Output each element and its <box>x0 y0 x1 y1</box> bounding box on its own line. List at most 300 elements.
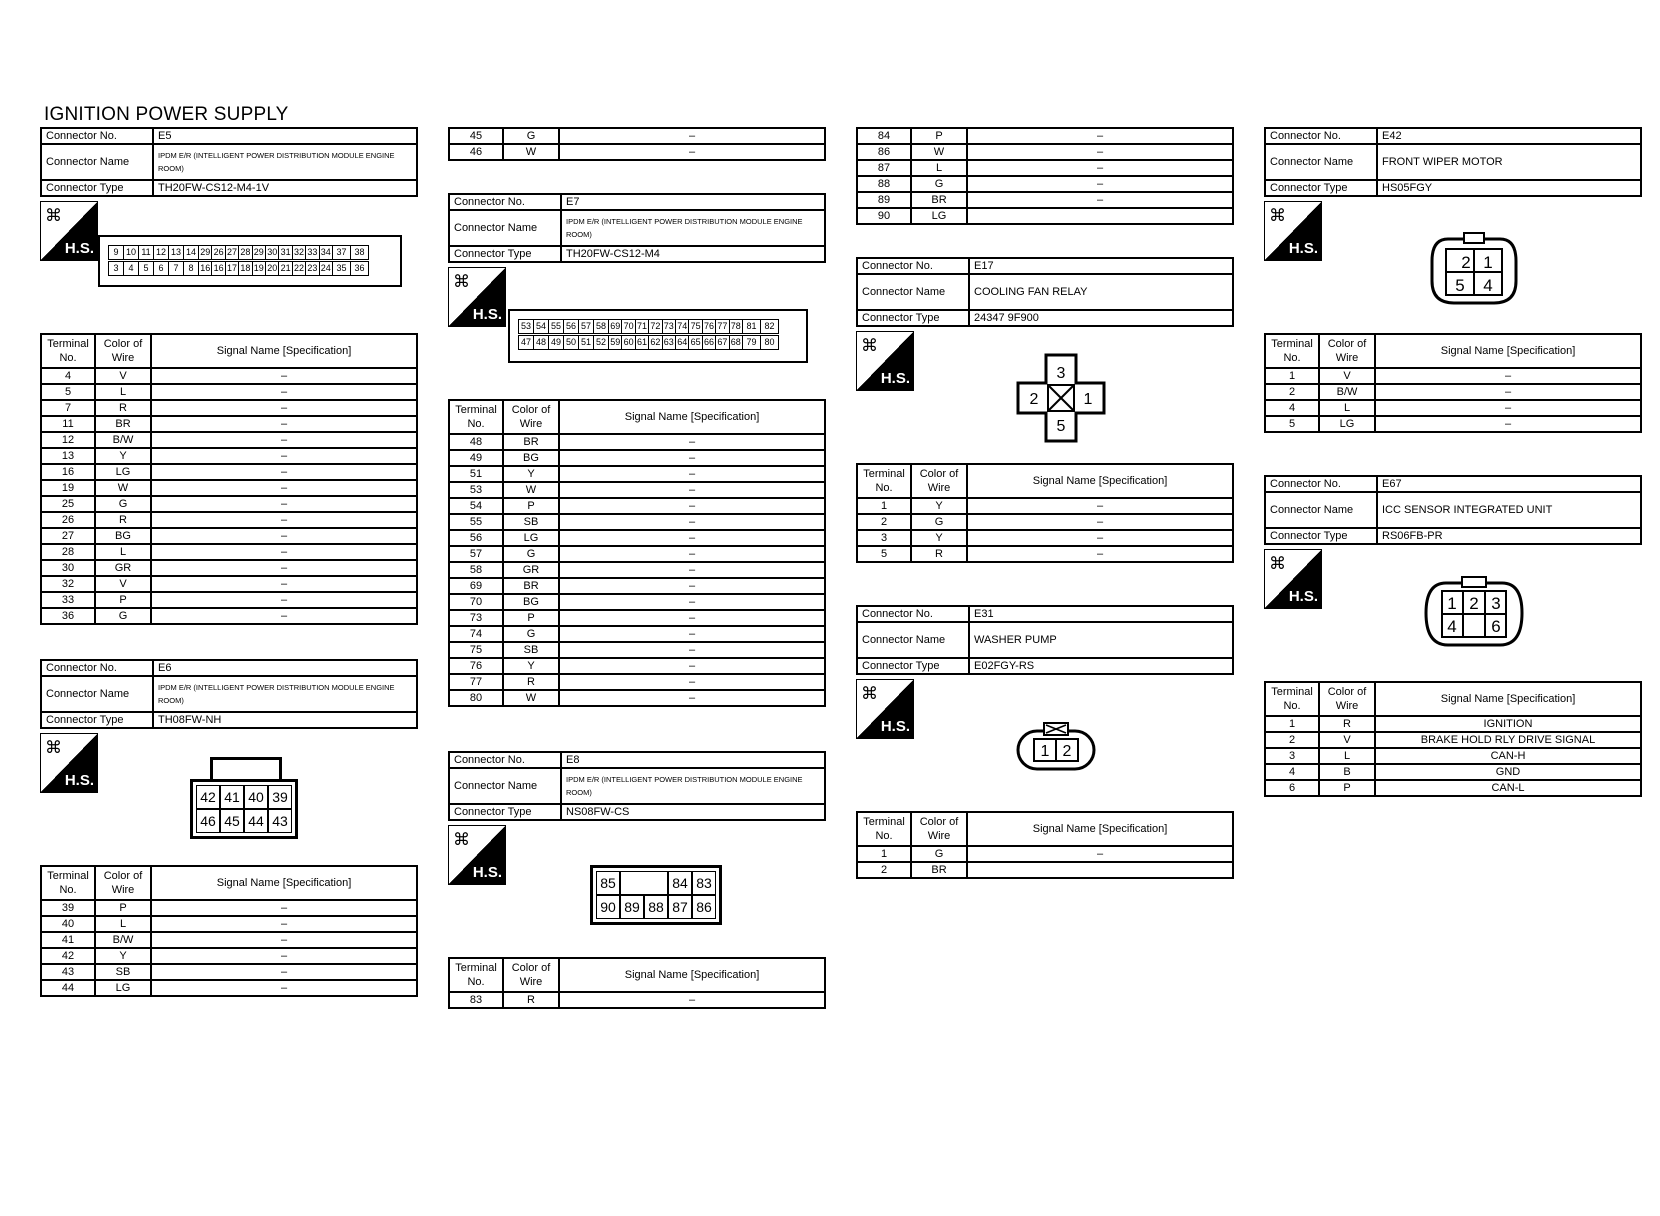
connector-type: RS06FB-PR <box>1377 528 1641 544</box>
cell-signal: – <box>559 642 825 658</box>
cell-terminal: 80 <box>449 690 503 706</box>
pin-label: 11 <box>138 245 154 260</box>
cell-color: Y <box>503 658 559 674</box>
cell-terminal: 2 <box>857 862 911 878</box>
cell-signal: – <box>559 610 825 626</box>
label: Connector Type <box>857 658 969 674</box>
cell-terminal: 26 <box>41 512 95 528</box>
connector-name: WASHER PUMP <box>969 622 1233 658</box>
table-row <box>1265 416 1641 432</box>
pin-label: 5 <box>138 261 154 276</box>
table-row <box>41 948 417 964</box>
cell-terminal: 86 <box>857 144 911 160</box>
pin-label: 3 <box>1491 594 1501 613</box>
pin-label: 70 <box>621 319 635 334</box>
connector-info-e42 <box>1264 127 1642 197</box>
pin-label: 59 <box>608 335 622 350</box>
cell-terminal: 44 <box>41 980 95 996</box>
cell-signal: – <box>151 384 417 400</box>
cell-color: R <box>503 992 559 1008</box>
page-title: IGNITION POWER SUPPLY <box>44 104 289 125</box>
cell-terminal: 75 <box>449 642 503 658</box>
connector-no: E8 <box>561 752 825 768</box>
table-row <box>1265 780 1641 796</box>
pin-label: 72 <box>648 319 662 334</box>
cell-color: P <box>503 498 559 514</box>
pin-label: 60 <box>621 335 635 350</box>
table-row <box>857 862 1233 878</box>
cell-color: R <box>911 546 967 562</box>
cell-terminal: 5 <box>1265 416 1319 432</box>
cell-signal: – <box>559 514 825 530</box>
header-signal: Signal Name [Specification] <box>1375 334 1641 368</box>
cell-terminal: 54 <box>449 498 503 514</box>
pin-label: 1 <box>1447 594 1457 613</box>
pin-label: 34 <box>319 245 333 260</box>
pin-label: 4 <box>1447 617 1457 636</box>
table-row <box>449 562 825 578</box>
cell-signal: – <box>559 128 825 144</box>
table-row <box>41 368 417 384</box>
connector-type: 24347 9F900 <box>969 310 1233 326</box>
header-terminal: Terminal No. <box>41 866 95 900</box>
cell-signal: – <box>151 528 417 544</box>
pin-label: 16 <box>211 261 225 276</box>
cell-color: R <box>95 400 151 416</box>
cell-color: Y <box>911 530 967 546</box>
cell-terminal: 36 <box>41 608 95 624</box>
header-signal: Signal Name [Specification] <box>967 812 1233 846</box>
cell-color: Y <box>503 466 559 482</box>
connector-face <box>190 757 298 841</box>
connector-face <box>590 865 722 923</box>
connector-diagram-e7 <box>448 263 826 399</box>
pin-label: 38 <box>350 245 369 260</box>
pin-label: 55 <box>548 319 564 334</box>
pin-label: 73 <box>662 319 676 334</box>
pin-label: 86 <box>692 895 716 919</box>
pin-label: 45 <box>220 809 244 833</box>
pin-label: 33 <box>305 245 319 260</box>
cell-signal: – <box>967 128 1233 144</box>
cell-terminal: 89 <box>857 192 911 208</box>
cell-color: P <box>95 900 151 916</box>
label: Connector No. <box>857 606 969 622</box>
cell-terminal: 1 <box>1265 368 1319 384</box>
cell-terminal: 1 <box>857 498 911 514</box>
table-row <box>449 674 825 690</box>
cell-signal: – <box>967 176 1233 192</box>
cell-color: G <box>95 608 151 624</box>
label: Connector Name <box>1265 144 1377 180</box>
cell-signal: – <box>151 932 417 948</box>
connector-no: E67 <box>1377 476 1641 492</box>
header-signal: Signal Name [Specification] <box>559 958 825 992</box>
connector-diagram-e5 <box>40 197 418 333</box>
pin-label: 24 <box>319 261 333 276</box>
connector-diagram-e42 <box>1264 197 1642 333</box>
cell-signal: – <box>559 594 825 610</box>
connector-info-e17 <box>856 257 1234 327</box>
terminal-table-e5 <box>40 333 418 625</box>
pin-label: 21 <box>278 261 292 276</box>
cell-terminal: 48 <box>449 434 503 450</box>
label: Connector No. <box>449 752 561 768</box>
terminal-table-e42 <box>1264 333 1642 433</box>
pin-label: 39 <box>268 785 292 809</box>
label: Connector No. <box>1265 476 1377 492</box>
cell-color: L <box>95 916 151 932</box>
pin-label: 37 <box>332 245 351 260</box>
cell-terminal: 84 <box>857 128 911 144</box>
cell-color: P <box>95 592 151 608</box>
cell-color: G <box>503 546 559 562</box>
cell-signal: – <box>151 400 417 416</box>
cell-color: G <box>503 626 559 642</box>
connector-diagram-e8 <box>448 821 826 957</box>
label: Connector Name <box>857 274 969 310</box>
connector-no: E7 <box>561 194 825 210</box>
header-color: Color of Wire <box>1319 682 1375 716</box>
label: Connector Type <box>1265 180 1377 196</box>
cell-signal: CAN-H <box>1375 748 1641 764</box>
pin-label: 54 <box>533 319 549 334</box>
table-row <box>41 900 417 916</box>
pin-label: 28 <box>238 245 252 260</box>
cell-color: SB <box>95 964 151 980</box>
header-signal: Signal Name [Specification] <box>1375 682 1641 716</box>
label: Connector Type <box>449 246 561 262</box>
cell-color: LG <box>95 464 151 480</box>
connector-no: E6 <box>153 660 417 676</box>
cell-terminal: 57 <box>449 546 503 562</box>
pin-label: 22 <box>292 261 306 276</box>
pin-label: 40 <box>244 785 268 809</box>
harness-side-icon: ⌘ H.S. <box>40 201 98 261</box>
pin-label: 10 <box>123 245 139 260</box>
connector-name: FRONT WIPER MOTOR <box>1377 144 1641 180</box>
label: Connector No. <box>857 258 969 274</box>
cell-signal: – <box>151 964 417 980</box>
header-signal: Signal Name [Specification] <box>151 334 417 368</box>
header-terminal: Terminal No. <box>449 958 503 992</box>
pin-label: 85 <box>596 871 620 895</box>
cell-signal: – <box>151 980 417 996</box>
pin-label: 36 <box>350 261 369 276</box>
table-row <box>857 846 1233 862</box>
cell-terminal: 83 <box>449 992 503 1008</box>
pin-label: 18 <box>238 261 252 276</box>
connector-face <box>1016 353 1106 443</box>
cell-signal: – <box>151 576 417 592</box>
cell-color: V <box>95 576 151 592</box>
cell-terminal: 41 <box>41 932 95 948</box>
cell-signal: – <box>151 948 417 964</box>
pin-label: 79 <box>742 335 761 350</box>
cell-terminal: 58 <box>449 562 503 578</box>
cell-terminal: 51 <box>449 466 503 482</box>
table-row <box>41 480 417 496</box>
pin-label: 41 <box>220 785 244 809</box>
cell-color: G <box>95 496 151 512</box>
cell-color: BR <box>503 578 559 594</box>
pin-label: 75 <box>688 319 702 334</box>
cell-color: L <box>95 544 151 560</box>
connector-type: NS08FW-CS <box>561 804 825 820</box>
pin-label: 3 <box>1056 365 1066 382</box>
pin-label: 35 <box>332 261 351 276</box>
cell-color: L <box>911 160 967 176</box>
cell-color: G <box>911 514 967 530</box>
connector-info-e67 <box>1264 475 1642 545</box>
pin-grid <box>190 779 298 839</box>
pin-label: 17 <box>225 261 239 276</box>
cell-color: R <box>503 674 559 690</box>
pin-label: 19 <box>252 261 266 276</box>
cell-color: Y <box>911 498 967 514</box>
pin-label: 8 <box>183 261 199 276</box>
table-row <box>857 160 1233 176</box>
header-terminal: Terminal No. <box>41 334 95 368</box>
table-row <box>1265 764 1641 780</box>
cell-color: BR <box>911 862 967 878</box>
header-terminal: Terminal No. <box>449 400 503 434</box>
cell-signal: – <box>967 514 1233 530</box>
connector-face <box>1016 721 1096 773</box>
connector-name: COOLING FAN RELAY <box>969 274 1233 310</box>
connector-type: E02FGY-RS <box>969 658 1233 674</box>
table-row <box>449 128 825 144</box>
table-row <box>1265 732 1641 748</box>
connector-diagram-e6 <box>40 729 418 865</box>
header-color: Color of Wire <box>1319 334 1375 368</box>
connector-name: IPDM E/R (INTELLIGENT POWER DISTRIBUTION MODULE ENGINE ROOM) <box>153 676 417 712</box>
table-row <box>449 144 825 160</box>
table-row <box>41 528 417 544</box>
pin-label: 6 <box>1491 617 1501 636</box>
table-row <box>857 546 1233 562</box>
cell-terminal: 4 <box>41 368 95 384</box>
table-row <box>41 608 417 624</box>
pin-label: 71 <box>635 319 649 334</box>
header-color: Color of Wire <box>911 812 967 846</box>
pin-label: 2 <box>1469 594 1479 613</box>
cell-color: BR <box>911 192 967 208</box>
cell-terminal: 45 <box>449 128 503 144</box>
label: Connector Name <box>1265 492 1377 528</box>
label: Connector Name <box>857 622 969 658</box>
pin-label: 5 <box>1455 276 1465 295</box>
terminal-table-e8 <box>448 957 826 1009</box>
cell-color: R <box>1319 716 1375 732</box>
cell-terminal: 1 <box>1265 716 1319 732</box>
cell-terminal: 30 <box>41 560 95 576</box>
table-row <box>449 690 825 706</box>
cell-color: G <box>911 176 967 192</box>
connector-diagram-e67 <box>1264 545 1642 681</box>
pin-label: 2 <box>1461 253 1471 272</box>
label: Connector Type <box>41 712 153 728</box>
table-row <box>41 560 417 576</box>
cell-color: V <box>1319 732 1375 748</box>
cell-color: Y <box>95 948 151 964</box>
table-row <box>1265 400 1641 416</box>
connector-name: ICC SENSOR INTEGRATED UNIT <box>1377 492 1641 528</box>
cell-color: LG <box>911 208 967 224</box>
cell-color: P <box>1319 780 1375 796</box>
cell-signal: – <box>151 900 417 916</box>
cell-terminal: 53 <box>449 482 503 498</box>
table-row <box>449 626 825 642</box>
cell-color: L <box>1319 748 1375 764</box>
cell-color: B/W <box>95 932 151 948</box>
cell-color: BG <box>95 528 151 544</box>
header-terminal: Terminal No. <box>857 812 911 846</box>
pin-label: 16 <box>198 261 212 276</box>
pin-label: 68 <box>729 335 743 350</box>
cell-signal: – <box>151 480 417 496</box>
cell-color: W <box>503 690 559 706</box>
cell-color: V <box>1319 368 1375 384</box>
cell-color: GR <box>95 560 151 576</box>
table-row <box>1265 748 1641 764</box>
pin-label: 61 <box>635 335 649 350</box>
pin-label: 4 <box>123 261 139 276</box>
cell-signal: – <box>559 690 825 706</box>
column-2 <box>448 127 826 1009</box>
column-4 <box>1264 127 1642 797</box>
header-terminal: Terminal No. <box>857 464 911 498</box>
table-row <box>449 610 825 626</box>
pin-label: 31 <box>278 245 292 260</box>
table-row <box>449 642 825 658</box>
table-row <box>449 658 825 674</box>
cell-terminal: 16 <box>41 464 95 480</box>
cell-terminal: 32 <box>41 576 95 592</box>
header-color: Color of Wire <box>95 866 151 900</box>
terminal-table-e6 <box>40 865 418 997</box>
harness-side-icon: ⌘ H.S. <box>448 825 506 885</box>
cell-terminal: 5 <box>857 546 911 562</box>
table-row <box>1265 716 1641 732</box>
cell-signal: – <box>151 496 417 512</box>
cell-terminal: 55 <box>449 514 503 530</box>
cell-signal: – <box>151 916 417 932</box>
connector-name: IPDM E/R (INTELLIGENT POWER DISTRIBUTION MODULE ENGINE ROOM) <box>153 144 417 180</box>
cell-signal: – <box>151 368 417 384</box>
cell-terminal: 7 <box>41 400 95 416</box>
pin-label: 87 <box>668 895 692 919</box>
table-row <box>857 144 1233 160</box>
pin-label: 52 <box>593 335 609 350</box>
connector-latch <box>210 757 282 782</box>
pin-label: 64 <box>675 335 689 350</box>
cell-signal: – <box>559 466 825 482</box>
cell-color: SB <box>503 514 559 530</box>
table-row <box>41 916 417 932</box>
cell-color: Y <box>95 448 151 464</box>
connector-type: HS05FGY <box>1377 180 1641 196</box>
cell-signal: – <box>559 482 825 498</box>
header-signal: Signal Name [Specification] <box>559 400 825 434</box>
cell-color: LG <box>95 980 151 996</box>
pin-label: 83 <box>692 871 716 895</box>
table-row <box>41 932 417 948</box>
header-terminal: Terminal No. <box>1265 682 1319 716</box>
table-row <box>857 530 1233 546</box>
table-row <box>41 544 417 560</box>
cell-signal: – <box>559 530 825 546</box>
connector-face <box>508 309 808 363</box>
cell-signal: – <box>967 546 1233 562</box>
label: Connector No. <box>41 660 153 676</box>
cell-color: B <box>1319 764 1375 780</box>
cell-signal: – <box>559 578 825 594</box>
pin-label: 56 <box>563 319 579 334</box>
cell-terminal: 5 <box>41 384 95 400</box>
pin-label: 29 <box>252 245 266 260</box>
table-row <box>857 208 1233 224</box>
cell-signal: BRAKE HOLD RLY DRIVE SIGNAL <box>1375 732 1641 748</box>
pin-label: 20 <box>265 261 279 276</box>
cell-signal: – <box>559 498 825 514</box>
cell-terminal: 6 <box>1265 780 1319 796</box>
table-row <box>857 176 1233 192</box>
header-terminal: Terminal No. <box>1265 334 1319 368</box>
cell-signal: – <box>151 448 417 464</box>
cell-terminal: 73 <box>449 610 503 626</box>
terminal-table-e6-continued <box>448 127 826 161</box>
cell-signal: IGNITION <box>1375 716 1641 732</box>
label: Connector No. <box>1265 128 1377 144</box>
connector-name: IPDM E/R (INTELLIGENT POWER DISTRIBUTION MODULE ENGINE ROOM) <box>561 210 825 246</box>
cell-terminal: 69 <box>449 578 503 594</box>
table-row <box>857 128 1233 144</box>
cell-terminal: 28 <box>41 544 95 560</box>
terminal-table-e7 <box>448 399 826 707</box>
cell-terminal: 88 <box>857 176 911 192</box>
pin-label: 77 <box>715 319 729 334</box>
terminal-table-e67 <box>1264 681 1642 797</box>
cell-signal: – <box>151 432 417 448</box>
cell-signal: – <box>967 530 1233 546</box>
table-row <box>41 496 417 512</box>
pin-label: 27 <box>225 245 239 260</box>
cell-terminal: 56 <box>449 530 503 546</box>
cell-color: BG <box>503 450 559 466</box>
cell-terminal: 87 <box>857 160 911 176</box>
cell-signal: – <box>151 560 417 576</box>
cell-color: LG <box>1319 416 1375 432</box>
pin-label: 1 <box>1040 743 1050 760</box>
connector-type: TH20FW-CS12-M4 <box>561 246 825 262</box>
pin-label: 78 <box>729 319 743 334</box>
pin-label: 76 <box>702 319 716 334</box>
table-row <box>449 514 825 530</box>
header-color: Color of Wire <box>911 464 967 498</box>
table-row <box>857 192 1233 208</box>
table-row <box>449 498 825 514</box>
table-row <box>449 466 825 482</box>
cell-signal: – <box>151 544 417 560</box>
cell-terminal: 90 <box>857 208 911 224</box>
cell-signal: – <box>151 464 417 480</box>
keyway <box>620 871 668 895</box>
pin-label: 42 <box>196 785 220 809</box>
cell-color: GR <box>503 562 559 578</box>
pin-label: 65 <box>688 335 702 350</box>
pin-label: 46 <box>196 809 220 833</box>
